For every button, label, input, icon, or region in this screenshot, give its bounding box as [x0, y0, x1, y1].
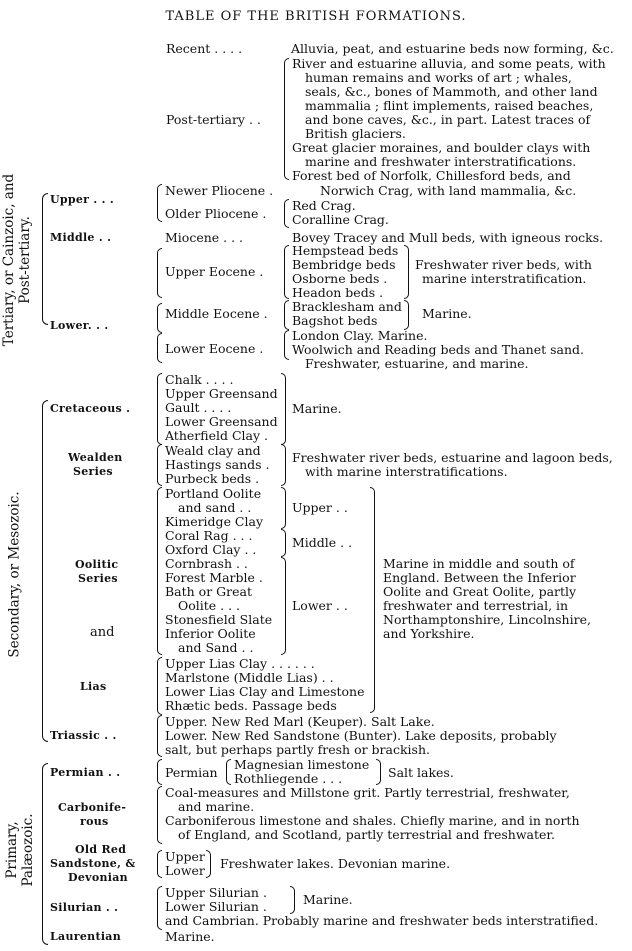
group-oolitic-1: Oolitic: [75, 558, 119, 571]
bed-lower-silurian: Lower Silurian .: [165, 899, 267, 914]
note-oolite-2: England. Between the Inferior: [383, 570, 576, 585]
bed-osborne: Osborne beds .: [292, 271, 388, 286]
oolite-division-upper: Upper . .: [292, 500, 348, 515]
subdivision-newer-pliocene: Newer Pliocene .: [165, 183, 274, 198]
page-title: TABLE OF THE BRITISH FORMATIONS.: [165, 9, 467, 24]
bed-headon: Headon beds .: [292, 285, 384, 300]
bracket-permian-right: [376, 759, 381, 785]
desc-newer-pliocene: Norwich Crag, with land mammalia, &c.: [320, 183, 577, 198]
group-silurian: Silurian . .: [50, 901, 119, 914]
bracket-middle-eocene-right: [404, 300, 409, 330]
subdivision-recent: Recent . . . .: [166, 41, 243, 56]
note-wealden-2: with marine interstratifications.: [305, 464, 508, 479]
bracket-older-pliocene: [284, 199, 289, 228]
desc-posttertiary-4: mammalia ; flint implements, raised beaches,: [305, 98, 594, 113]
desc-posttertiary-3: seals, &c., bones of Mammoth, and other land: [305, 84, 598, 99]
bed-bath-great: Bath or Great: [165, 584, 252, 599]
group-lias: Lias: [80, 680, 107, 693]
group-laurentian: Laurentian: [50, 930, 122, 943]
desc-red-crag: Red Crag.: [292, 198, 356, 213]
bed-purbeck: Purbeck beds .: [165, 471, 260, 486]
note-wealden-1: Freshwater river beds, estuarine and lagoon beds,: [292, 450, 613, 465]
era-secondary-label: Secondary, or Mesozoic.: [6, 491, 23, 658]
bracket-oolitic: [157, 487, 162, 655]
desc-laurentian: Marine.: [165, 929, 215, 944]
bed-lower-lias: Lower Lias Clay and Limestone: [165, 684, 365, 699]
desc-posttertiary-5: and bone caves, &c., in part. Latest traces of: [305, 112, 591, 127]
desc-posttertiary-6: British glaciers.: [305, 126, 406, 141]
group-carboniferous-2: rous: [80, 815, 109, 828]
group-permian: Permian . .: [50, 766, 121, 779]
desc-miocene: Bovey Tracey and Mull beds, with igneous rocks.: [292, 230, 604, 245]
group-oolitic-2: Series: [78, 572, 118, 585]
note-oldred: Freshwater lakes. Devonian marine.: [220, 856, 451, 871]
era-primary-label: Primary, Palæozoic.: [4, 813, 36, 887]
bracket-pliocene: [157, 184, 162, 222]
bracket-middle-eocene: [157, 303, 162, 333]
bracket-upper-eocene-beds: [284, 245, 289, 299]
oolite-division-lower: Lower . .: [292, 598, 348, 613]
bracket-oldred: [157, 850, 162, 878]
desc-carboniferous-limestone-2: of England, and Scotland, partly terrestrial and freshwater.: [178, 827, 555, 842]
group-cretaceous: Cretaceous .: [50, 402, 131, 415]
bracket-oolite-lower: [281, 557, 286, 655]
note-oolite-4: freshwater and terrestrial, in: [383, 598, 569, 613]
bed-bagshot: Bagshot beds: [292, 313, 378, 328]
bed-bracklesham: Bracklesham and: [292, 299, 402, 314]
bed-oldred-upper: Upper: [165, 849, 205, 864]
desc-triassic-lower: Lower. New Red Sandstone (Bunter). Lake deposits, probably: [165, 728, 557, 743]
bracket-wealden-right: [281, 444, 286, 486]
bed-cornbrash: Cornbrash . .: [165, 556, 248, 571]
note-oolite-6: and Yorkshire.: [383, 626, 475, 641]
bracket-lower-eocene: [157, 333, 162, 363]
bed-forest-marble: Forest Marble .: [165, 570, 263, 585]
bracket-wealden: [157, 444, 162, 486]
subdivision-posttertiary: Post-tertiary . .: [166, 112, 261, 127]
group-oldred-1: Old Red: [75, 843, 127, 856]
bracket-silurian: [157, 886, 162, 930]
bed-chalk: Chalk . . . .: [165, 372, 234, 387]
bed-rhaetic: Rhætic beds. Passage beds: [165, 698, 337, 713]
bed-bembridge: Bembridge beds: [292, 257, 396, 272]
bed-weald-clay: Weald clay and: [165, 443, 261, 458]
desc-triassic-salt: salt, but perhaps partly fresh or brackish.: [165, 742, 430, 757]
bed-magnesian-limestone: Magnesian limestone: [234, 757, 370, 772]
bed-marlstone: Marlstone (Middle Lias) . .: [165, 670, 334, 685]
desc-recent: Alluvia, peat, and estuarine beds now forming, &c.: [291, 41, 614, 56]
bed-upper-silurian: Upper Silurian .: [165, 885, 267, 900]
bracket-oolite-middle: [281, 529, 286, 557]
bed-portland-sand: and sand . .: [178, 500, 252, 515]
desc-coralline-crag: Coralline Crag.: [292, 212, 389, 227]
note-oolite-1: Marine in middle and south of: [383, 556, 575, 571]
bracket-middle-eocene-beds: [284, 300, 289, 330]
group-oldred-2: Sandstone, &: [50, 857, 136, 870]
desc-carboniferous-limestone: Carboniferous limestone and shales. Chiefly marine, and in north: [165, 813, 580, 828]
bed-bath-oolite: Oolite . . .: [178, 598, 241, 613]
subdivision-upper-eocene: Upper Eocene .: [165, 264, 264, 279]
bed-inferior-oolite: Inferior Oolite: [165, 626, 256, 641]
bracket-oldred-right: [206, 850, 211, 878]
desc-posttertiary-8: marine and freshwater interstratifications.: [305, 154, 577, 169]
desc-posttertiary-1: River and estuarine alluvia, and some peats, with: [292, 56, 606, 71]
subdivision-lower-eocene: Lower Eocene .: [165, 341, 264, 356]
bracket-cretaceous-right: [281, 373, 286, 445]
bed-upper-lias: Upper Lias Clay . . . . . .: [165, 656, 315, 671]
bracket-cretaceous: [157, 373, 162, 445]
bed-atherfield-clay: Atherfield Clay .: [165, 428, 268, 443]
bed-rothliegende: Rothliegende . . .: [234, 771, 343, 786]
era-tertiary-label: Tertiary, or Cainzoic, and Post-tertiary.: [1, 173, 33, 347]
subdivision-miocene: Miocene . . .: [165, 230, 244, 245]
desc-coal-measures: Coal-measures and Millstone grit. Partly terrestrial, freshwater,: [165, 785, 570, 800]
group-and: and: [90, 625, 115, 640]
subdivision-older-pliocene: Older Pliocene .: [165, 206, 267, 221]
bed-hastings-sands: Hastings sands .: [165, 457, 270, 472]
desc-coal-measures-2: and marine.: [178, 799, 255, 814]
bracket-permian: [157, 759, 162, 785]
bed-inferior-sand: and Sand . .: [178, 640, 254, 655]
bracket-triassic: [157, 715, 162, 757]
group-lower: Lower. . .: [50, 319, 109, 332]
bracket-permian-beds: [226, 759, 231, 785]
bracket-posttertiary: [284, 58, 289, 180]
bracket-primary: [42, 763, 48, 945]
desc-cambrian: and Cambrian. Probably marine and freshwater beds interstratified.: [165, 913, 599, 928]
bracket-carboniferous: [157, 786, 162, 844]
bed-kimeridge-clay: Kimeridge Clay: [165, 514, 264, 529]
note-oolite-3: Oolite and Great Oolite, partly: [383, 584, 577, 599]
permian-label: Permian: [165, 765, 218, 780]
desc-posttertiary-7: Great glacier moraines, and boulder clays with: [292, 140, 591, 155]
bracket-silurian-right: [290, 886, 295, 914]
note-upper-eocene-1: Freshwater river beds, with: [415, 257, 592, 272]
group-wealden-1: Wealden: [68, 451, 123, 464]
bed-portland-oolite: Portland Oolite: [165, 486, 262, 501]
bed-oxford-clay: Oxford Clay . .: [165, 542, 257, 557]
bracket-oolite-upper: [281, 487, 286, 529]
group-middle: Middle . .: [50, 231, 112, 244]
bed-upper-greensand: Upper Greensand: [165, 386, 278, 401]
bracket-lower-eocene-beds: [284, 330, 289, 360]
note-permian: Salt lakes.: [388, 765, 454, 780]
group-triassic: Triassic . .: [50, 729, 117, 742]
note-silurian: Marine.: [303, 892, 353, 907]
desc-london-clay: London Clay. Marine.: [292, 328, 428, 343]
group-oldred-3: Devonian: [68, 871, 128, 884]
group-wealden-2: Series: [73, 465, 113, 478]
note-upper-eocene-2: marine interstratification.: [422, 271, 587, 286]
desc-triassic-upper: Upper. New Red Marl (Keuper). Salt Lake.: [165, 714, 435, 729]
subdivision-middle-eocene: Middle Eocene .: [165, 306, 268, 321]
group-carboniferous-1: Carbonife-: [58, 801, 127, 814]
desc-posttertiary-2: human remains and works of art ; whales,: [305, 70, 572, 85]
bed-stonesfield-slate: Stonesfield Slate: [165, 612, 273, 627]
group-upper: Upper . . .: [50, 193, 115, 206]
bed-hempstead: Hempstead beds: [292, 243, 399, 258]
bracket-secondary: [42, 400, 48, 742]
bracket-upper-eocene: [157, 248, 162, 298]
bracket-tertiary: [42, 193, 48, 325]
bracket-lias: [157, 657, 162, 715]
note-middle-eocene: Marine.: [422, 306, 472, 321]
bracket-upper-eocene-right: [404, 245, 409, 299]
desc-woolwich: Woolwich and Reading beds and Thanet sand.: [292, 342, 584, 357]
bed-oldred-lower: Lower: [165, 863, 205, 878]
bracket-oolite-jurassic: [370, 487, 375, 713]
desc-posttertiary-9: Forest bed of Norfolk, Chillesford beds, and: [292, 168, 571, 183]
note-oolite-5: Northamptonshire, Lincolnshire,: [383, 612, 591, 627]
bed-lower-greensand: Lower Greensand: [165, 414, 278, 429]
bed-coral-rag: Coral Rag . . .: [165, 528, 253, 543]
oolite-division-middle: Middle . .: [292, 535, 353, 550]
desc-lower-eocene-freshwater: Freshwater, estuarine, and marine.: [305, 356, 529, 371]
note-cretaceous: Marine.: [292, 401, 342, 416]
bed-gault: Gault . . . .: [165, 400, 232, 415]
